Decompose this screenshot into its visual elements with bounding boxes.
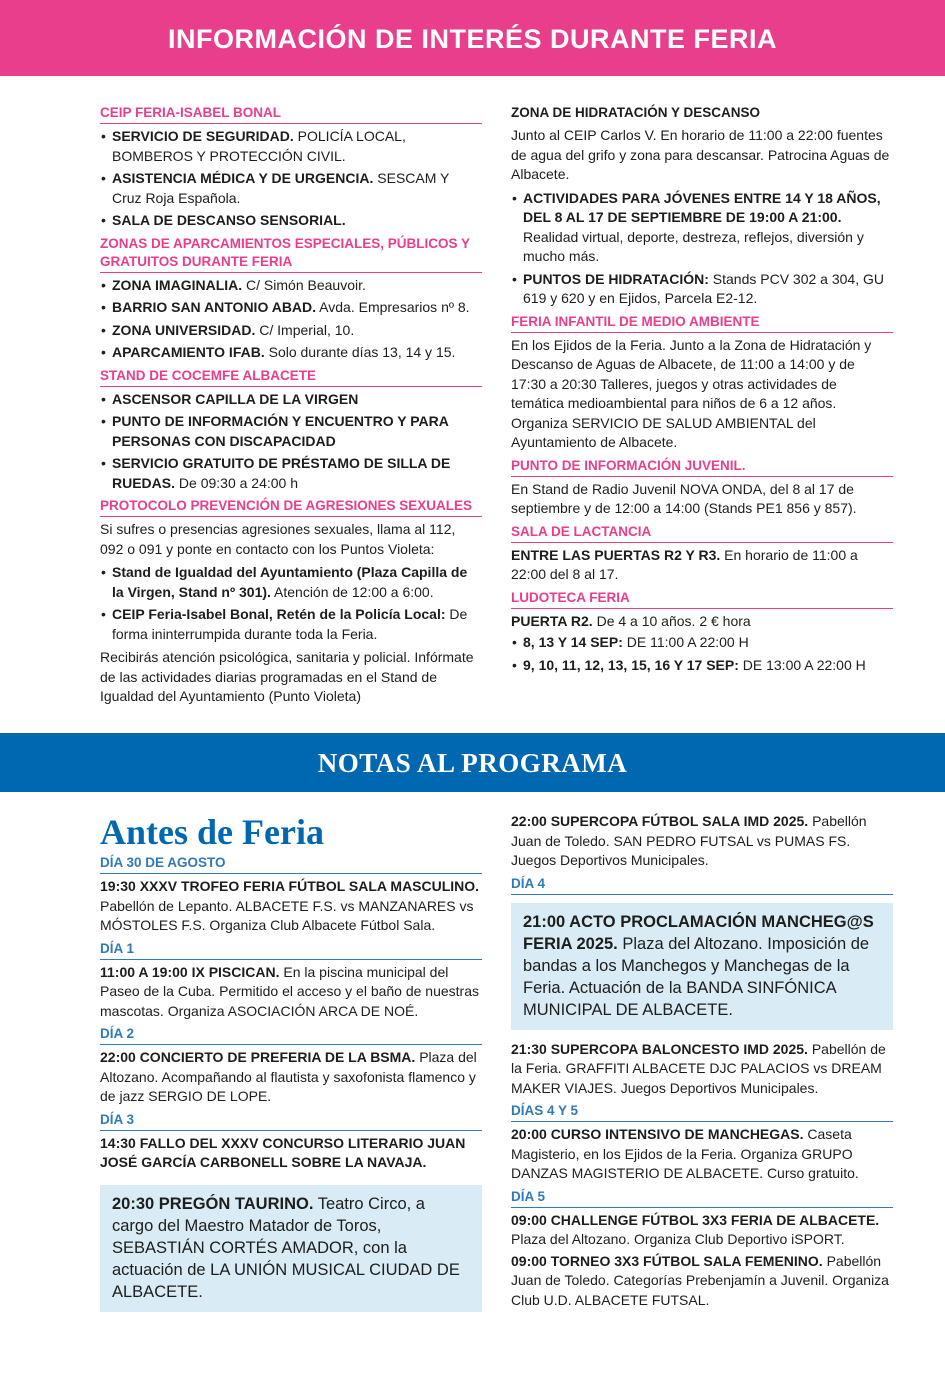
day-title: DÍA 5: [511, 1188, 893, 1208]
section-title: FERIA INFANTIL DE MEDIO AMBIENTE: [511, 313, 893, 333]
item-bold: CEIP Feria-Isabel Bonal, Retén de la Policía Local:: [112, 606, 446, 622]
event-text: En la piscina municipal del Paseo de la Cuba. Permitido el acceso y el baño de nuestras mascotas. Organiza ASOCIACIÓN ARCA DE NOÉ.: [100, 963, 480, 1019]
item-text: Atención de 12:00 a 6:00.: [270, 583, 434, 600]
item-bold: 8, 13 Y 14 SEP:: [523, 634, 623, 650]
event: [100, 1048, 482, 1107]
section-title: PROTOCOLO PREVENCIÓN DE AGRESIONES SEXUALES: [100, 497, 482, 517]
event: [511, 1211, 893, 1250]
event: [511, 812, 893, 871]
item-bold: SERVICIO GRATUITO DE PRÉSTAMO DE SILLA DE RUEDAS.: [112, 455, 451, 491]
box-bold: 21:00 ACTO PROCLAMACIÓN MANCHEG@S FERIA 2025.: [523, 912, 874, 953]
item-text: POLICÍA LOCAL, BOMBEROS Y PROTECCIÓN CIVIL.: [112, 128, 406, 164]
day-title: DÍA 30 DE AGOSTO: [100, 854, 482, 874]
event-text: Caseta Magisterio, en los Ejidos de la Feria. Organiza GRUPO DANZAS MAGISTERIO DE ALBACETE. Curso gratuito.: [511, 1126, 859, 1181]
event: [511, 1040, 893, 1099]
event-bold: 22:00 CONCIERTO DE PREFERIA DE LA BSMA.: [100, 1049, 416, 1065]
event-bold: 09:00 TORNEO 3X3 FÚTBOL SALA FEMENINO.: [511, 1252, 823, 1269]
event-text: Pabellón de la Feria. GRAFFITI ALBACETE DJC PALACIOS vs DREAM MAKER VIAJES. Juegos Deportivos Municipales.: [511, 1040, 886, 1096]
list-item: [511, 189, 893, 267]
item-bold: Stand de Igualdad del Ayuntamiento (Plaza Capilla de la Virgen, Stand nº 301).: [112, 564, 468, 600]
paragraph: [511, 546, 893, 585]
event: [100, 877, 482, 936]
box-bold: 20:30 PREGÓN TAURINO.: [112, 1194, 314, 1213]
event-text: Pabellón Juan de Toledo. SAN PEDRO FUTSAL vs PUMAS FS. Juegos Deportivos Municipales.: [511, 813, 867, 868]
event-bold: 19:30 XXXV TROFEO FERIA FÚTBOL SALA MASCULINO.: [100, 878, 480, 894]
item-text: En horario de 11:00 a 22:00 del 8 al 17.: [511, 546, 858, 582]
event-bold: 14:30 FALLO DEL XXXV CONCURSO LITERARIO JUAN JOSÉ GARCÍA CARBONELL SOBRE LA NAVAJA.: [100, 1134, 466, 1170]
list-item: [100, 605, 482, 644]
item-bold: BARRIO SAN ANTONIO ABAD.: [112, 299, 317, 315]
list-item: [511, 270, 893, 309]
item-text: SESCAM Y Cruz Roja Española.: [112, 170, 450, 206]
notas-right-column: [511, 812, 893, 1314]
item-text: DE 11:00 A 22:00 H: [622, 634, 749, 650]
box-text: Plaza del Altozano. Imposición de bandas a los Manchegos y Manchegas de la Feria. Actuación de la BANDA SINFÓNICA MUNICIPAL DE ALBACETE.: [523, 934, 870, 1019]
paragraph: En los Ejidos de la Feria. Junto a la Zona de Hidratación y Descanso de Aguas de Albacete, de 11:00 a 14:00 y de 17:30 a 20:30 Talleres, juegos y otras actividades de temática medioambiental para niños de 6 a 12 años. Organiza SERVICIO DE SALUD AMBIENTAL del Ayuntamiento de Albacete.: [511, 336, 872, 450]
list-item: [100, 276, 482, 296]
item-bold: ZONA UNIVERSIDAD.: [112, 321, 256, 338]
list-item: [100, 454, 482, 493]
event-text: Plaza del Altozano. Acompañando al flautista y saxofonista flamenco y de jazz SERGIO DE LOPE.: [100, 1049, 477, 1104]
event-bold: 21:30 SUPERCOPA BALONCESTO IMD 2025.: [511, 1040, 808, 1057]
info-right-column: [511, 104, 893, 679]
day-title: DÍA 4: [511, 875, 893, 895]
item-bold: PUNTOS DE HIDRATACIÓN:: [523, 270, 709, 287]
paragraph: En Stand de Radio Juvenil NOVA ONDA, del 8 al 17 de septiembre y de 12:00 a 14:00 (Stands PE1 856 y 857).: [511, 480, 857, 516]
highlight-box: [511, 903, 893, 1030]
item-bold: PUERTA R2.: [511, 612, 593, 629]
paragraph: Si sufres o presencias agresiones sexuales, llama al 112, 092 o 091 y ponte en contacto con los Puntos Violeta:: [100, 521, 456, 557]
section-title: ZONAS DE APARCAMIENTOS ESPECIALES, PÚBLICOS Y GRATUITOS DURANTE FERIA: [100, 235, 482, 273]
paragraph: Recibirás atención psicológica, sanitaria y policial. Infórmate de las actividades diarias programadas en el Stand de Igualdad del Ayuntamiento (Punto Violeta): [100, 649, 474, 704]
section-title: PUNTO DE INFORMACIÓN JUVENIL.: [511, 457, 893, 477]
section-title: LUDOTECA FERIA: [511, 589, 893, 609]
section-title: SALA DE LACTANCIA: [511, 523, 893, 543]
list-item: [511, 656, 893, 676]
notas-header: NOTAS AL PROGRAMA: [0, 733, 945, 792]
day-title: DÍA 1: [100, 940, 482, 960]
list: [100, 390, 482, 494]
item-bold: ENTRE LAS PUERTAS R2 Y R3.: [511, 546, 721, 563]
day-title: DÍA 2: [100, 1025, 482, 1045]
box-text: Teatro Circo, a cargo del Maestro Matador de Toros, SEBASTIÁN CORTÉS AMADOR, con la actuación de LA UNIÓN MUSICAL CIUDAD DE ALBACETE.: [112, 1194, 460, 1301]
event-text: Pabellón Juan de Toledo. Categorías Prebenjamín a Juvenil. Organiza Club U.D. ALBACETE FUTSAL.: [511, 1252, 889, 1308]
list: [511, 633, 893, 675]
list-item: [100, 563, 482, 602]
event-text: Plaza del Altozano. Organiza Club Deportivo iSPORT.: [511, 1231, 845, 1247]
list-item: [100, 298, 482, 318]
day-title: DÍAS 4 Y 5: [511, 1102, 893, 1122]
highlight-box: [100, 1185, 482, 1312]
list: [100, 276, 482, 363]
list-item: [100, 169, 482, 208]
list: [100, 127, 482, 231]
day-title: DÍA 3: [100, 1111, 482, 1131]
list-item: [100, 211, 482, 231]
paragraph: Junto al CEIP Carlos V. En horario de 11:00 a 22:00 fuentes de agua del grifo y zona para descansar. Patrocina Aguas de Albacete.: [511, 127, 890, 182]
event: [100, 1134, 482, 1173]
item-text: Solo durante días 13, 14 y 15.: [264, 344, 456, 360]
event-bold: 22:00 SUPERCOPA FÚTBOL SALA IMD 2025.: [511, 813, 809, 829]
list-item: [511, 633, 893, 653]
event-text: Pabellón de Lepanto. ALBACETE F.S. vs MANZANARES vs MÓSTOLES F.S. Organiza Club Albacete Fútbol Sala.: [100, 897, 474, 933]
item-text: DE 13:00 A 22:00 H: [738, 656, 866, 673]
item-text: Realidad virtual, deporte, destreza, reflejos, diversión y mucho más.: [523, 228, 864, 264]
list: [100, 563, 482, 644]
event-bold: 09:00 CHALLENGE FÚTBOL 3X3 FERIA DE ALBACETE.: [511, 1211, 880, 1228]
list: [511, 189, 893, 309]
event-bold: 11:00 A 19:00 IX PISCICAN.: [100, 963, 280, 980]
item-bold: SERVICIO DE SEGURIDAD.: [112, 128, 294, 144]
list-item: [100, 343, 482, 363]
item-text: De 4 a 10 años. 2 € hora: [592, 612, 751, 629]
notas-left-column: [100, 812, 482, 1322]
item-text: De 09:30 a 24:00 h: [175, 474, 299, 491]
item-text: Avda. Empresarios nº 8.: [316, 299, 470, 315]
item-bold: APARCAMIENTO IFAB.: [112, 344, 265, 360]
item-text: C/ Simón Beauvoir.: [242, 276, 366, 293]
event: [511, 1125, 893, 1184]
event: [100, 963, 482, 1022]
item-bold: PUNTO DE INFORMACIÓN Y ENCUENTRO Y PARA PERSONAS CON DISCAPACIDAD: [112, 413, 449, 449]
item-text: Stands PCV 302 a 304, GU 619 y 620 y en Ejidos, Parcela E2-12.: [523, 270, 884, 306]
event-bold: 20:00 CURSO INTENSIVO DE MANCHEGAS.: [511, 1126, 804, 1142]
event: [511, 1252, 893, 1311]
info-left-column: [100, 104, 482, 711]
section-title: ZONA DE HIDRATACIÓN Y DESCANSO: [511, 105, 761, 120]
info-header: INFORMACIÓN DE INTERÉS DURANTE FERIA: [0, 0, 945, 76]
list-item: [100, 127, 482, 166]
list-item: [100, 390, 482, 410]
page-title: Antes de Feria: [100, 812, 324, 852]
item-bold: ASCENSOR CAPILLA DE LA VIRGEN: [112, 390, 359, 407]
item-bold: ASISTENCIA MÉDICA Y DE URGENCIA.: [112, 170, 374, 186]
section-title: CEIP FERIA-ISABEL BONAL: [100, 104, 482, 124]
item-text: De forma ininterrumpida durante toda la Feria.: [112, 606, 468, 642]
list-item: [100, 321, 482, 341]
item-bold: 9, 10, 11, 12, 13, 15, 16 Y 17 SEP:: [523, 656, 739, 673]
item-bold: ZONA IMAGINALIA.: [112, 276, 243, 293]
item-bold: ACTIVIDADES PARA JÓVENES ENTRE 14 Y 18 AÑOS, DEL 8 AL 17 DE SEPTIEMBRE DE 19:00 A 21:00.: [523, 189, 881, 225]
list-item: [100, 412, 482, 451]
paragraph: [511, 612, 893, 632]
item-bold: SALA DE DESCANSO SENSORIAL.: [112, 212, 346, 228]
item-text: C/ Imperial, 10.: [255, 321, 355, 338]
section-title: STAND DE COCEMFE ALBACETE: [100, 367, 482, 387]
